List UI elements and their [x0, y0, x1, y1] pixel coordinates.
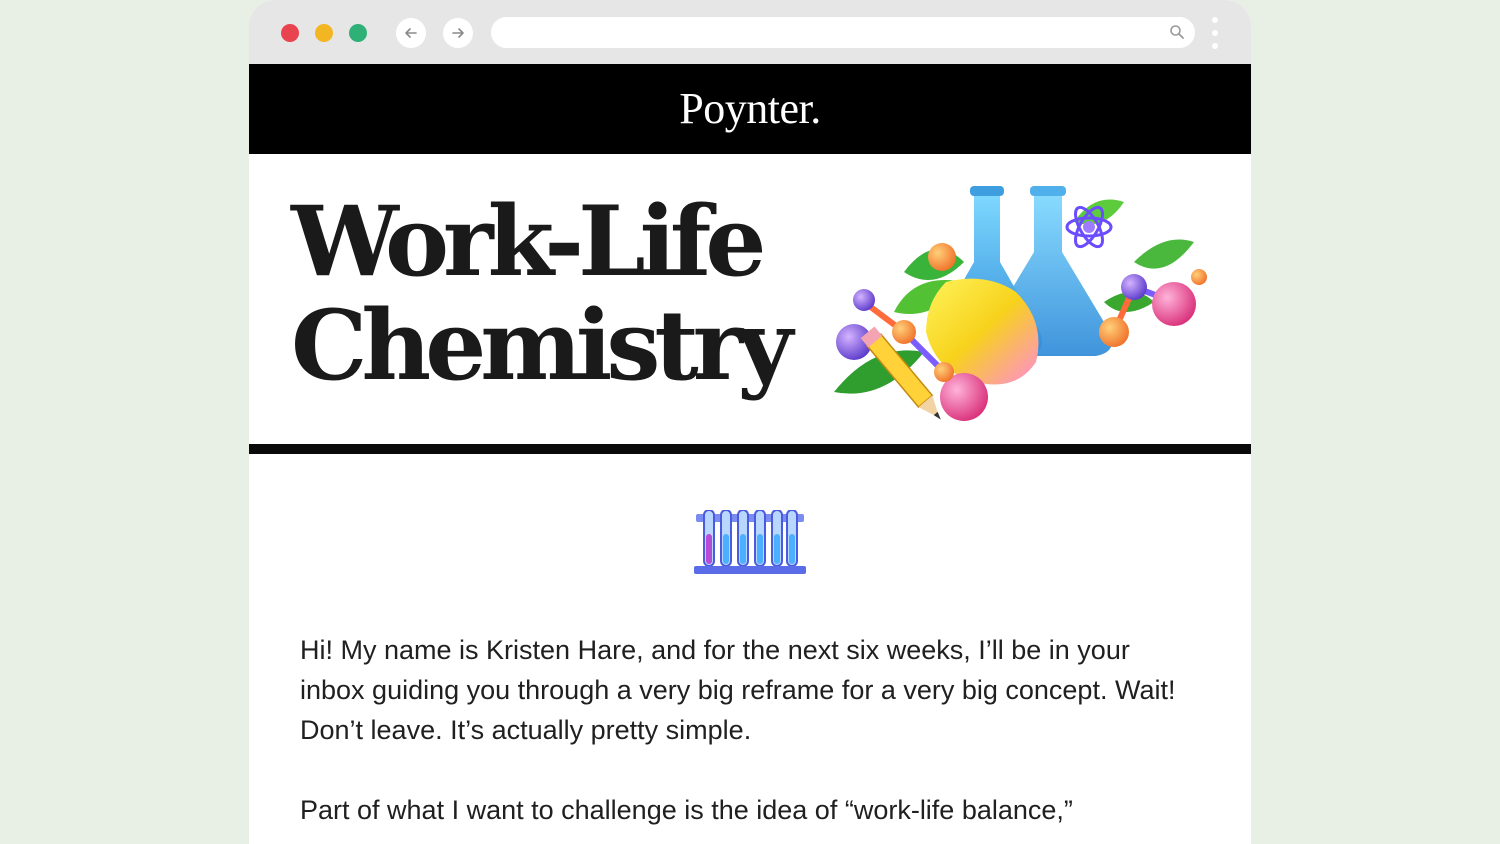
- newsletter-hero: [249, 154, 1251, 444]
- brand-logo[interactable]: Poynter.: [679, 83, 821, 133]
- address-bar[interactable]: [491, 17, 1195, 48]
- hero-title-line-2: Chemistry: [291, 289, 788, 402]
- magnifier-icon[interactable]: [1169, 24, 1185, 40]
- arrow-right-icon: [450, 25, 466, 41]
- hero-divider: [249, 444, 1251, 454]
- minimize-window-button[interactable]: [315, 24, 333, 42]
- back-button[interactable]: [396, 18, 426, 48]
- body-paragraph-1: Hi! My name is Kristen Hare, and for the next six weeks, I’ll be in your inbox guiding you through a very big reframe for a very big concept. Wait! Don’t leave. It’s actually pretty simple.: [300, 635, 1176, 745]
- browser-menu-button[interactable]: [1209, 17, 1221, 49]
- vertical-dots-icon: [1212, 17, 1218, 23]
- browser-toolbar: [249, 0, 1251, 64]
- chemistry-flasks-illustration: [834, 182, 1214, 442]
- test-tube-rack-icon: [694, 510, 806, 576]
- hero-title: [291, 185, 788, 402]
- close-window-button[interactable]: [281, 24, 299, 42]
- body-paragraph-2: Part of what I want to challenge is the idea of “work-life balance,”: [300, 795, 1073, 825]
- maximize-window-button[interactable]: [349, 24, 367, 42]
- newsletter-body: [300, 630, 1180, 844]
- newsletter-masthead: [249, 64, 1251, 154]
- hero-title-line-1: Work-Life: [291, 185, 761, 298]
- arrow-left-icon: [403, 25, 419, 41]
- browser-window: [249, 0, 1251, 844]
- forward-button[interactable]: [443, 18, 473, 48]
